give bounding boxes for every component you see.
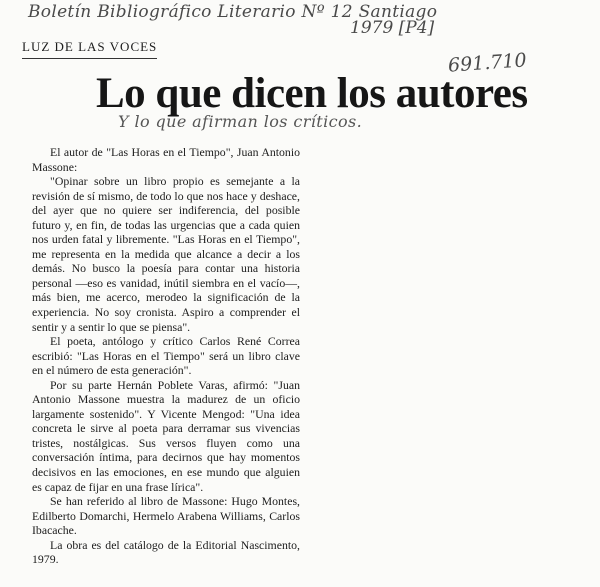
paragraph-6: La obra es del catálogo de la Editorial Nascimento, 1979. [32,537,300,567]
paragraph-3: El poeta, antólogo y crítico Carlos René Correa escribió: "Las Horas en el Tiempo" será un libro clave en el número de esta generación". [32,334,300,378]
section-label: LUZ DE LAS VOCES [22,39,157,59]
handwritten-note-year: 1979 [P4] [350,18,435,38]
article-headline: Lo que dicen los autores [96,70,528,117]
paragraph-1: El autor de "Las Horas en el Tiempo", Juan Antonio Massone: [32,145,300,174]
article-body [32,145,300,567]
handwritten-note-code: 691.710 [447,49,528,77]
handwritten-subtitle: Y lo que afirman los críticos. [118,112,363,131]
paragraph-4: Por su parte Hernán Poblete Varas, afirmó: "Juan Antonio Massone muestra la madurez de un oficio largamente sostenido". Y Vicente Mengod: "Una idea concreta le sirve al poeta para derramar sus vivencias tristes, nostálgicas. Sus versos fluyen como una conversación íntima, para decirnos que hay momentos decisivos en las emociones, en ese mundo que alguien es capaz de fijar en una frase lírica". [32,377,300,494]
paragraph-2: "Opinar sobre un libro propio es semejante a la revisión de sí mismo, de todo lo que nos hace y deshace, del ayer que no quiere ser indiferencia, del posible futuro y, en fin, de todas las urgencias que a cada quien nos urden fatal y libremente. "Las Horas en el Tiempo", me representa en la medida que alcance a decir a los demás. No busco la poesía para contar una historia personal —eso es vanidad, inútil siembra en el vacío—, más bien, me acerco, merodeo la significación de la experiencia. No soy cronista. Aspiro a comprender el sentir y a sentir lo que se piensa". [32,174,300,334]
handwritten-note-top: Boletín Bibliográfico Literario Nº 12 Santiago [28,2,438,22]
paragraph-5: Se han referido al libro de Massone: Hugo Montes, Edilberto Domarchi, Hermelo Arabena Williams, Carlos Ibacache. [32,494,300,538]
